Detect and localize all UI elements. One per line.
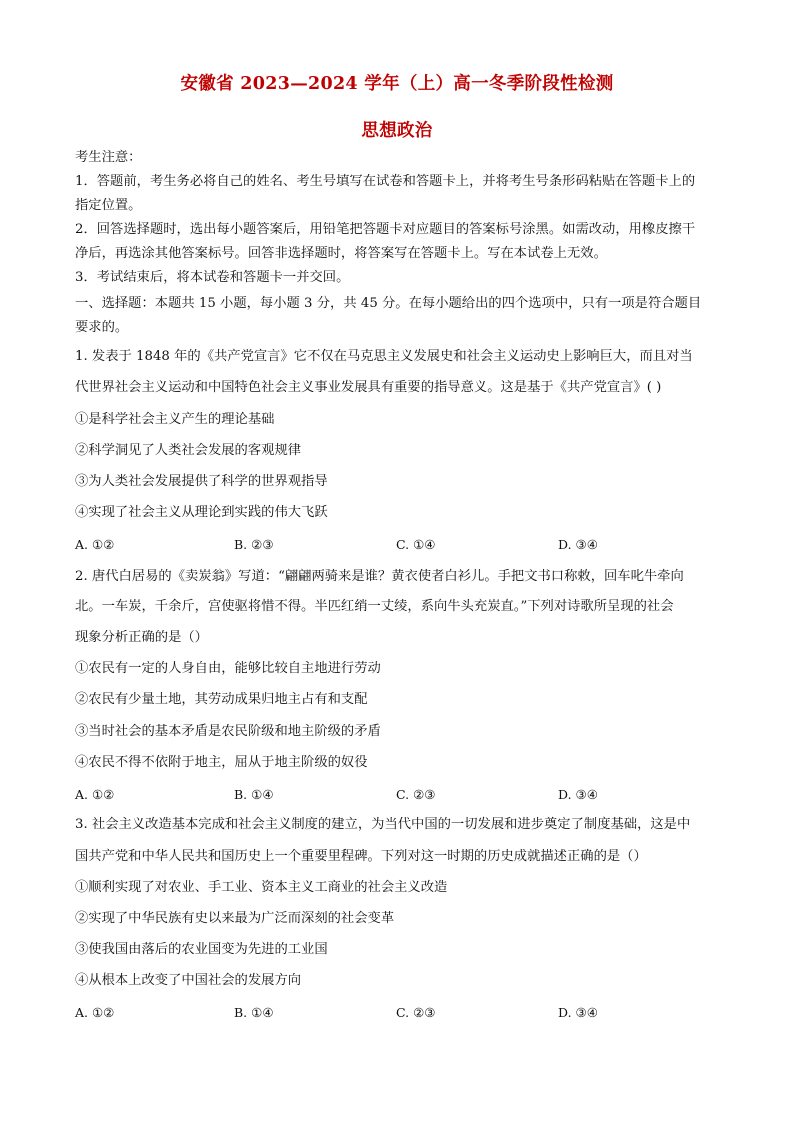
notice-line: 指定位置。 — [75, 198, 142, 213]
question-3-option-a: A. ①② — [75, 1005, 115, 1020]
question-3-item: ②实现了中华民族有史以来最为广泛而深刻的社会变革 — [75, 911, 395, 926]
question-1-item: ①是科学社会主义产生的理论基础 — [75, 412, 275, 427]
exam-title: 安徽省 2023—2024 学年（上）高一冬季阶段性检测 — [180, 74, 614, 94]
notice-line: 3．考试结束后，将本试卷和答题卡一并交回。 — [75, 270, 350, 285]
section-heading: 一、选择题：本题共 15 小题，每小题 3 分，共 45 分。在每小题给出的四个选项中，只有一项是符合题目 — [75, 296, 702, 311]
question-3-stem: 3. 社会主义改造基本完成和社会主义制度的建立，为当代中国的一切发展和进步奠定了制度基础，这是中 — [75, 817, 691, 832]
question-3-option-c: C. ②③ — [396, 1005, 436, 1020]
notice-heading: 考生注意： — [75, 150, 142, 165]
question-3-option-b: B. ①④ — [234, 1005, 274, 1020]
question-2-option-a: A. ①② — [75, 787, 115, 802]
question-3-stem: 国共产党和中华人民共和国历史上一个重要里程碑。下列对这一时期的历史成就描述正确的是（） — [75, 849, 647, 864]
question-2-stem: 2. 唐代白居易的《卖炭翁》写道：“翩翩两骑来是谁？黄衣使者白衫儿。手把文书口称敕，回车叱牛牵向 — [75, 569, 684, 584]
question-2-option-c: C. ②③ — [396, 787, 436, 802]
question-1-option-c: C. ①④ — [396, 537, 436, 552]
section-heading-cont: 要求的。 — [75, 320, 129, 335]
question-1-item: ②科学洞见了人类社会发展的客观规律 — [75, 443, 302, 458]
question-2-item: ②农民有少量土地，其劳动成果归地主占有和支配 — [75, 692, 368, 707]
question-1-option-a: A. ①② — [75, 537, 115, 552]
question-3-item: ④从根本上改变了中国社会的发展方向 — [75, 973, 302, 988]
question-2-item: ④农民不得不依附于地主，屈从于地主阶级的奴役 — [75, 755, 368, 770]
question-1-item: ④实现了社会主义从理论到实践的伟大飞跃 — [75, 505, 328, 520]
notice-line: 2．回答选择题时，选出每小题答案后，用铅笔把答题卡对应题目的答案标号涂黑。如需改动，用橡皮擦干 — [75, 222, 696, 237]
question-2-option-d: D. ③④ — [558, 787, 598, 802]
question-2-stem: 北。一车炭，千余斤，宫使驱将惜不得。半匹红绡一丈绫，系向牛头充炭直。”下列对诗歌所呈现的社会 — [75, 599, 674, 614]
question-1-option-b: B. ②③ — [234, 537, 274, 552]
notice-line: 1．答题前，考生务必将自己的姓名、考生号填写在试卷和答题卡上，并将考生号条形码粘贴在答题卡上的 — [75, 174, 696, 189]
question-2-item: ③当时社会的基本矛盾是农民阶级和地主阶级的矛盾 — [75, 724, 381, 739]
question-3-item: ③使我国由落后的农业国变为先进的工业国 — [75, 942, 328, 957]
question-3-option-d: D. ③④ — [558, 1005, 598, 1020]
subject-title: 思想政治 — [361, 121, 433, 141]
question-1-item: ③为人类社会发展提供了科学的世界观指导 — [75, 474, 328, 489]
question-2-stem: 现象分析正确的是（） — [75, 630, 208, 645]
question-3-item: ①顺利实现了对农业、手工业、资本主义工商业的社会主义改造 — [75, 880, 448, 895]
question-1-option-d: D. ③④ — [558, 537, 598, 552]
question-2-item: ①农民有一定的人身自由，能够比较自主地进行劳动 — [75, 661, 381, 676]
notice-line: 净后，再选涂其他答案标号。回答非选择题时，将答案写在答题卡上。写在本试卷上无效。 — [75, 246, 607, 261]
question-1-stem: 代世界社会主义运动和中国特色社会主义事业发展具有重要的指导意义。这是基于《共产党宣言》( ) — [75, 380, 662, 395]
question-1-stem: 1. 发表于 1848 年的《共产党宣言》它不仅在马克思主义发展史和社会主义运动史上影响巨大，而且对当 — [75, 349, 693, 364]
question-2-option-b: B. ①④ — [234, 787, 274, 802]
